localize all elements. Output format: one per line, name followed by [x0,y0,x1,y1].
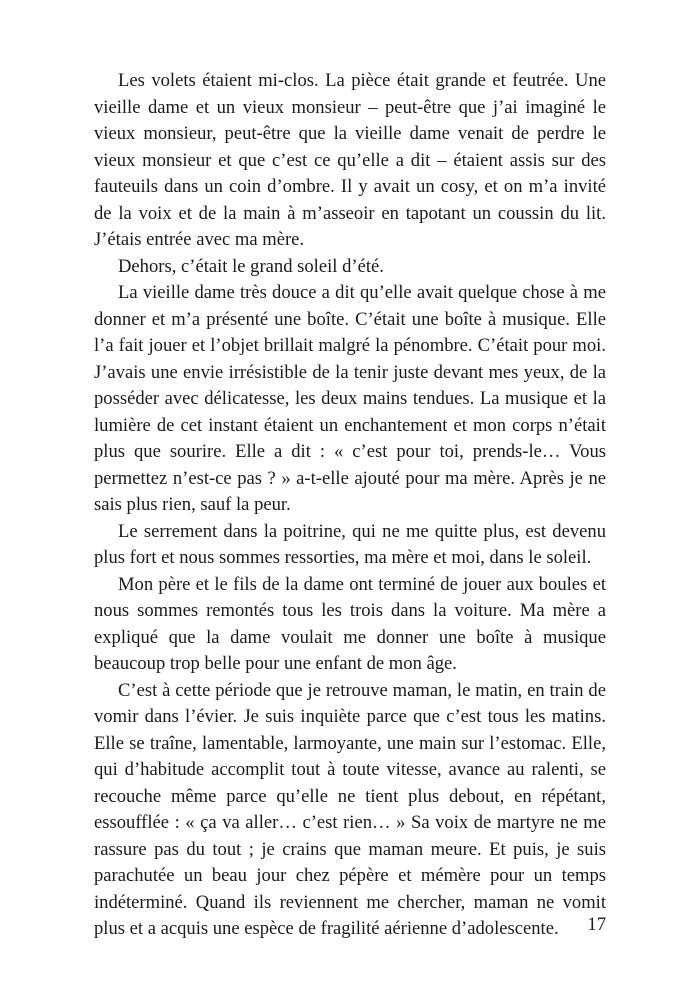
paragraph-3: La vieille dame très douce a dit qu’elle avait quelque chose à me donner et m’a présenté une boîte. C’était une boîte à musique. Elle l’a fait jouer et l’objet brillait malgré la pénombre. C’était pour moi. J’avais une envie irrésistible de la tenir juste devant mes yeux, de la posséder avec délicatesse, les deux mains tendues. La musique et la lumière de cet instant étaient un enchantement et mon corps n’était plus que sourire. Elle a dit : « c’est pour toi, prends-le… Vous permettez n’est-ce pas ? » a-t-elle ajouté pour ma mère. Après je ne sais plus rien, sauf la peur. [94,282,606,515]
paragraph-5: Mon père et le fils de la dame ont terminé de jouer aux boules et nous sommes remontés tous les trois dans la voiture. Ma mère a expliqué que la dame voulait me donner une boîte à musique beaucoup trop belle pour une enfant de mon âge. [94,573,606,674]
body-text [94,68,606,943]
paragraph-4: Le serrement dans la poitrine, qui ne me quitte plus, est devenu plus fort et nous sommes ressorties, ma mère et moi, dans le soleil. [94,520,606,568]
page-number: 17 [587,914,606,935]
paragraph-1: Les volets étaient mi-clos. La pièce était grande et feutrée. Une vieille dame et un vieux monsieur – peut-être que j’ai imaginé le vieux monsieur, peut-être que la vieille dame venait de perdre le vieux monsieur et que c’est ce qu’elle a dit – étaient assis sur des fauteuils dans un coin d’ombre. Il y avait un cosy, et on m’a invité de la voix et de la main à m’asseoir en tapotant un coussin du lit. J’étais entrée avec ma mère. [94,70,606,250]
paragraph-2: Dehors, c’était le grand soleil d’été. [118,255,384,277]
paragraph-6: C’est à cette période que je retrouve maman, le matin, en train de vomir dans l’évier. Je suis inquiète parce que c’est tous les matins. Elle se traîne, lamentable, larmoyante, une main sur l’estomac. Elle, qui d’habitude accomplit tout à toute vitesse, avance au ralenti, se recouche même parce qu’elle ne tient plus debout, en répétant, essoufflée : « ça va aller… c’est rien… » Sa voix de martyre ne me rassure pas du tout ; je crains que maman meure. Et puis, je suis parachutée un beau jour chez pépère et mémère pour un temps indéterminé. Quand ils reviennent me chercher, maman ne vomit plus et a acquis une espèce de fragilité aérienne d’adolescente. [94,679,606,939]
